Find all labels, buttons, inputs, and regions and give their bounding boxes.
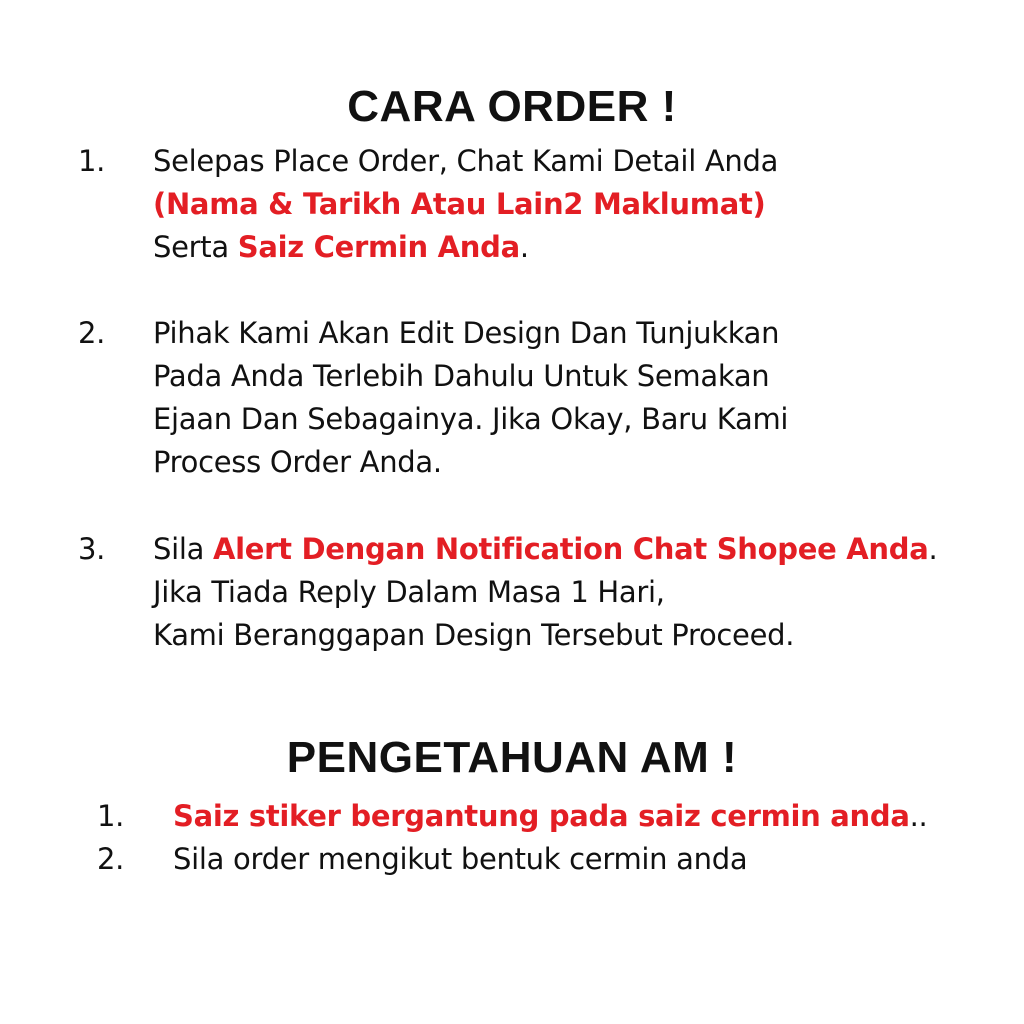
order-step-text: [153, 140, 778, 269]
order-step-line: [153, 140, 778, 183]
order-step-line: [153, 441, 788, 484]
order-step-text: [153, 528, 937, 657]
general-note-number: 2.: [97, 842, 125, 876]
general-note-line: [173, 795, 927, 838]
order-step-line: [153, 614, 937, 657]
text-segment: Jika Tiada Reply Dalam Masa 1 Hari,: [153, 575, 665, 609]
order-step-number: 3.: [78, 532, 106, 566]
order-step-line: [153, 355, 788, 398]
text-segment: .: [928, 532, 938, 566]
order-step-line: [153, 312, 788, 355]
cara-order-heading: CARA ORDER !: [347, 82, 677, 131]
emphasis-text: Alert Dengan Notification Chat Shopee Anda: [213, 532, 929, 566]
text-segment: ..: [909, 799, 928, 833]
text-segment: Pada Anda Terlebih Dahulu Untuk Semakan: [153, 359, 770, 393]
text-segment: Sila order mengikut bentuk cermin anda: [173, 842, 748, 876]
order-step-number: 1.: [78, 144, 106, 178]
order-step-line: [153, 226, 778, 269]
general-note-text: [173, 838, 747, 881]
order-step-number: 2.: [78, 316, 106, 350]
emphasis-text: Saiz Cermin Anda: [237, 230, 520, 264]
text-segment: Process Order Anda.: [153, 445, 442, 479]
order-step-line: [153, 571, 937, 614]
order-step-line: [153, 183, 778, 226]
order-step-text: [153, 312, 788, 484]
pengetahuan-am-heading: PENGETAHUAN AM !: [286, 733, 738, 782]
text-segment: Ejaan Dan Sebagainya. Jika Okay, Baru Kami: [153, 402, 789, 436]
general-note-number: 1.: [97, 799, 125, 833]
emphasis-text: (Nama & Tarikh Atau Lain2 Maklumat): [153, 187, 766, 221]
text-segment: Pihak Kami Akan Edit Design Dan Tunjukkan: [153, 316, 780, 350]
text-segment: Selepas Place Order, Chat Kami Detail Anda: [153, 144, 779, 178]
general-note-line: [173, 838, 747, 881]
emphasis-text: Saiz stiker bergantung pada saiz cermin anda: [173, 799, 910, 833]
text-segment: Kami Beranggapan Design Tersebut Proceed.: [153, 618, 795, 652]
text-segment: Serta: [153, 230, 238, 264]
general-note-text: [173, 795, 927, 838]
order-step-line: [153, 398, 788, 441]
order-step-line: [153, 528, 937, 571]
text-segment: .: [519, 230, 529, 264]
text-segment: Sila: [153, 532, 214, 566]
